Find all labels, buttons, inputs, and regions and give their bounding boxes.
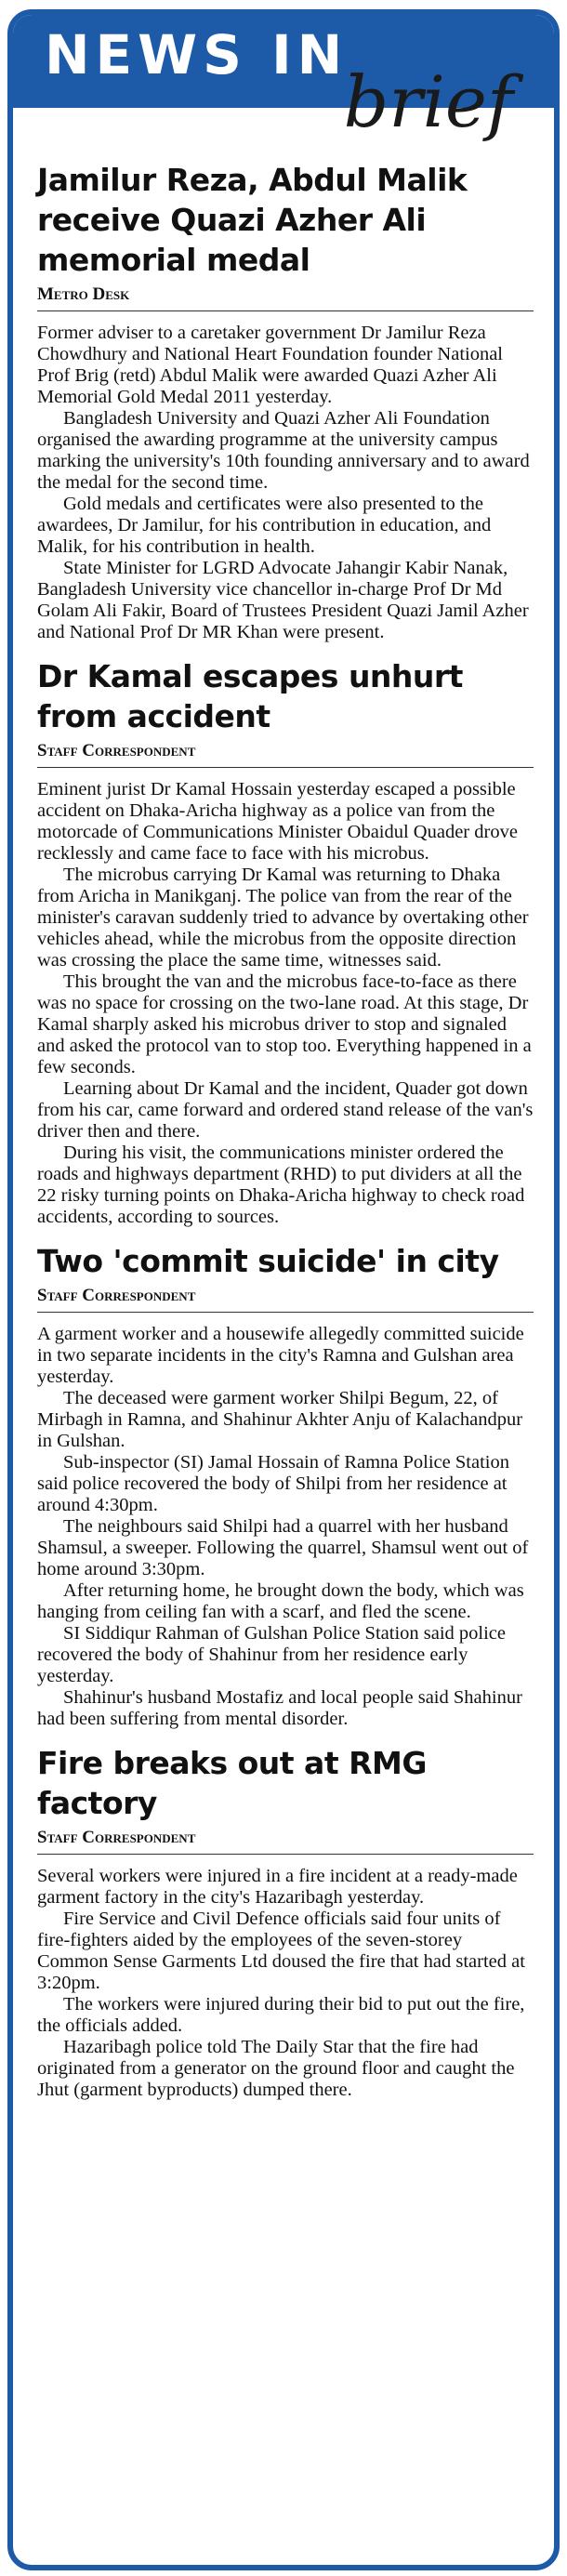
- story-body: [37, 1324, 534, 1730]
- story-paragraph: Eminent jurist Dr Kamal Hossain yesterday escaped a possible accident on Dhaka-Aricha highway as a police van from the motorcade of Communications Minister Obaidul Quader drove recklessly and came face to face with his microbus.: [37, 779, 518, 864]
- story-body: [37, 1866, 534, 2101]
- story-paragraph: During his visit, the communications minister ordered the roads and highways department (RHD) to put dividers at all the 22 risky turning points on Dhaka-Aricha highway to check road accidents, according to sources.: [37, 1143, 525, 1227]
- banner-title: NEWS IN: [45, 23, 349, 86]
- story-paragraph: Former adviser to a caretaker government Dr Jamilur Reza Chowdhury and National Heart Foundation founder National Prof Brig (retd) Abdul Malik were awarded Quazi Azher Ali Memorial Gold Medal 2011 yesterday.: [37, 323, 503, 407]
- story-paragraph: State Minister for LGRD Advocate Jahangir Kabir Nanak, Bangladesh University vice chancellor in-charge Prof Dr Md Golam Ali Fakir, Board of Trustees President Quazi Jamil Azher and National Prof Dr MR Khan were present.: [37, 558, 529, 642]
- stories-column: [37, 160, 534, 2114]
- story-paragraph: Gold medals and certificates were also presented to the awardees, Dr Jamilur, for his contribution in education, and Malik, for his contribution in health.: [37, 494, 492, 557]
- story-paragraph: Shahinur's husband Mostafiz and local people said Shahinur had been suffering from mental disorder.: [37, 1687, 522, 1729]
- story-headline: Jamilur Reza, Abdul Malik receive Quazi Azher Ali memorial medal: [37, 162, 468, 278]
- story-paragraph: Several workers were injured in a fire incident at a ready-made garment factory in the city's Hazaribagh yesterday.: [37, 1866, 518, 1908]
- story-headline: Dr Kamal escapes unhurt from accident: [37, 658, 463, 734]
- story-paragraph: The neighbours said Shilpi had a quarrel with her husband Shamsul, a sweeper. Following the quarrel, Shamsul went out of home around 3:30pm.: [37, 1516, 529, 1579]
- story: [37, 656, 534, 1228]
- story-paragraph: Fire Service and Civil Defence officials said four units of fire-fighters aided by the employees of the seven-storey Common Sense Garments Ltd doused the fire that had started at 3:20pm.: [37, 1909, 525, 1993]
- story-byline: Staff Correspondent: [37, 1827, 534, 1855]
- story: [37, 1743, 534, 2101]
- story-paragraph: SI Siddiqur Rahman of Gulshan Police Station said police recovered the body of Shahinur from her residence early yesterday.: [37, 1623, 507, 1686]
- story-paragraph: Hazaribagh police told The Daily Star that the fire had originated from a generator on the ground floor and caught the Jhut (garment byproducts) dumped there.: [37, 2037, 515, 2100]
- story-headline: Fire breaks out at RMG factory: [37, 1745, 427, 1821]
- story-paragraph: A garment worker and a housewife allegedly committed suicide in two separate incidents in the city's Ramna and Gulshan area yesterday.: [37, 1324, 524, 1387]
- story-paragraph: This brought the van and the microbus face-to-face as there was no space for crossing on the two-lane road. At this stage, Dr Kamal sharply asked his microbus driver to stop and signaled and asked the protocol van to stop too. Everything happened in a few seconds.: [37, 971, 532, 1077]
- story-paragraph: The workers were injured during their bid to put out the fire, the officials added.: [37, 1994, 525, 2036]
- story-body: [37, 779, 534, 1228]
- story-headline: Two 'commit suicide' in city: [37, 1243, 499, 1279]
- story-paragraph: The microbus carrying Dr Kamal was returning to Dhaka from Aricha in Manikganj. The police van from the rear of the minister's caravan suddenly tried to advance by overtaking other vehicles ahead, while the microbus from the opposite direction was crossing the place the same time, witnesses said.: [37, 865, 529, 971]
- story-body: [37, 323, 534, 643]
- story-paragraph: Learning about Dr Kamal and the incident, Quader got down from his car, came forward and ordered stand release of the van's driver then and there.: [37, 1078, 534, 1142]
- story-byline: Staff Correspondent: [37, 740, 534, 768]
- story-paragraph: Bangladesh University and Quazi Azher Ali Foundation organised the awarding programme at the university campus marking the university's 10th founding anniversary and to award the medal for the second time.: [37, 408, 530, 493]
- story: [37, 160, 534, 643]
- story-paragraph: Sub-inspector (SI) Jamal Hossain of Ramna Police Station said police recovered the body of Shilpi from her residence at around 4:30pm.: [37, 1452, 509, 1515]
- story-paragraph: After returning home, he brought down the body, which was hanging from ceiling fan with a scarf, and fled the scene.: [37, 1580, 524, 1622]
- story-byline: Staff Correspondent: [37, 1285, 534, 1313]
- news-in-brief-panel: [7, 9, 560, 2570]
- story: [37, 1241, 534, 1730]
- story-paragraph: The deceased were garment worker Shilpi Begum, 22, of Mirbagh in Ramna, and Shahinur Akhter Anju of Kalachandpur in Gulshan.: [37, 1388, 523, 1451]
- story-byline: Metro Desk: [37, 284, 534, 311]
- banner-title-script: brief: [343, 60, 513, 143]
